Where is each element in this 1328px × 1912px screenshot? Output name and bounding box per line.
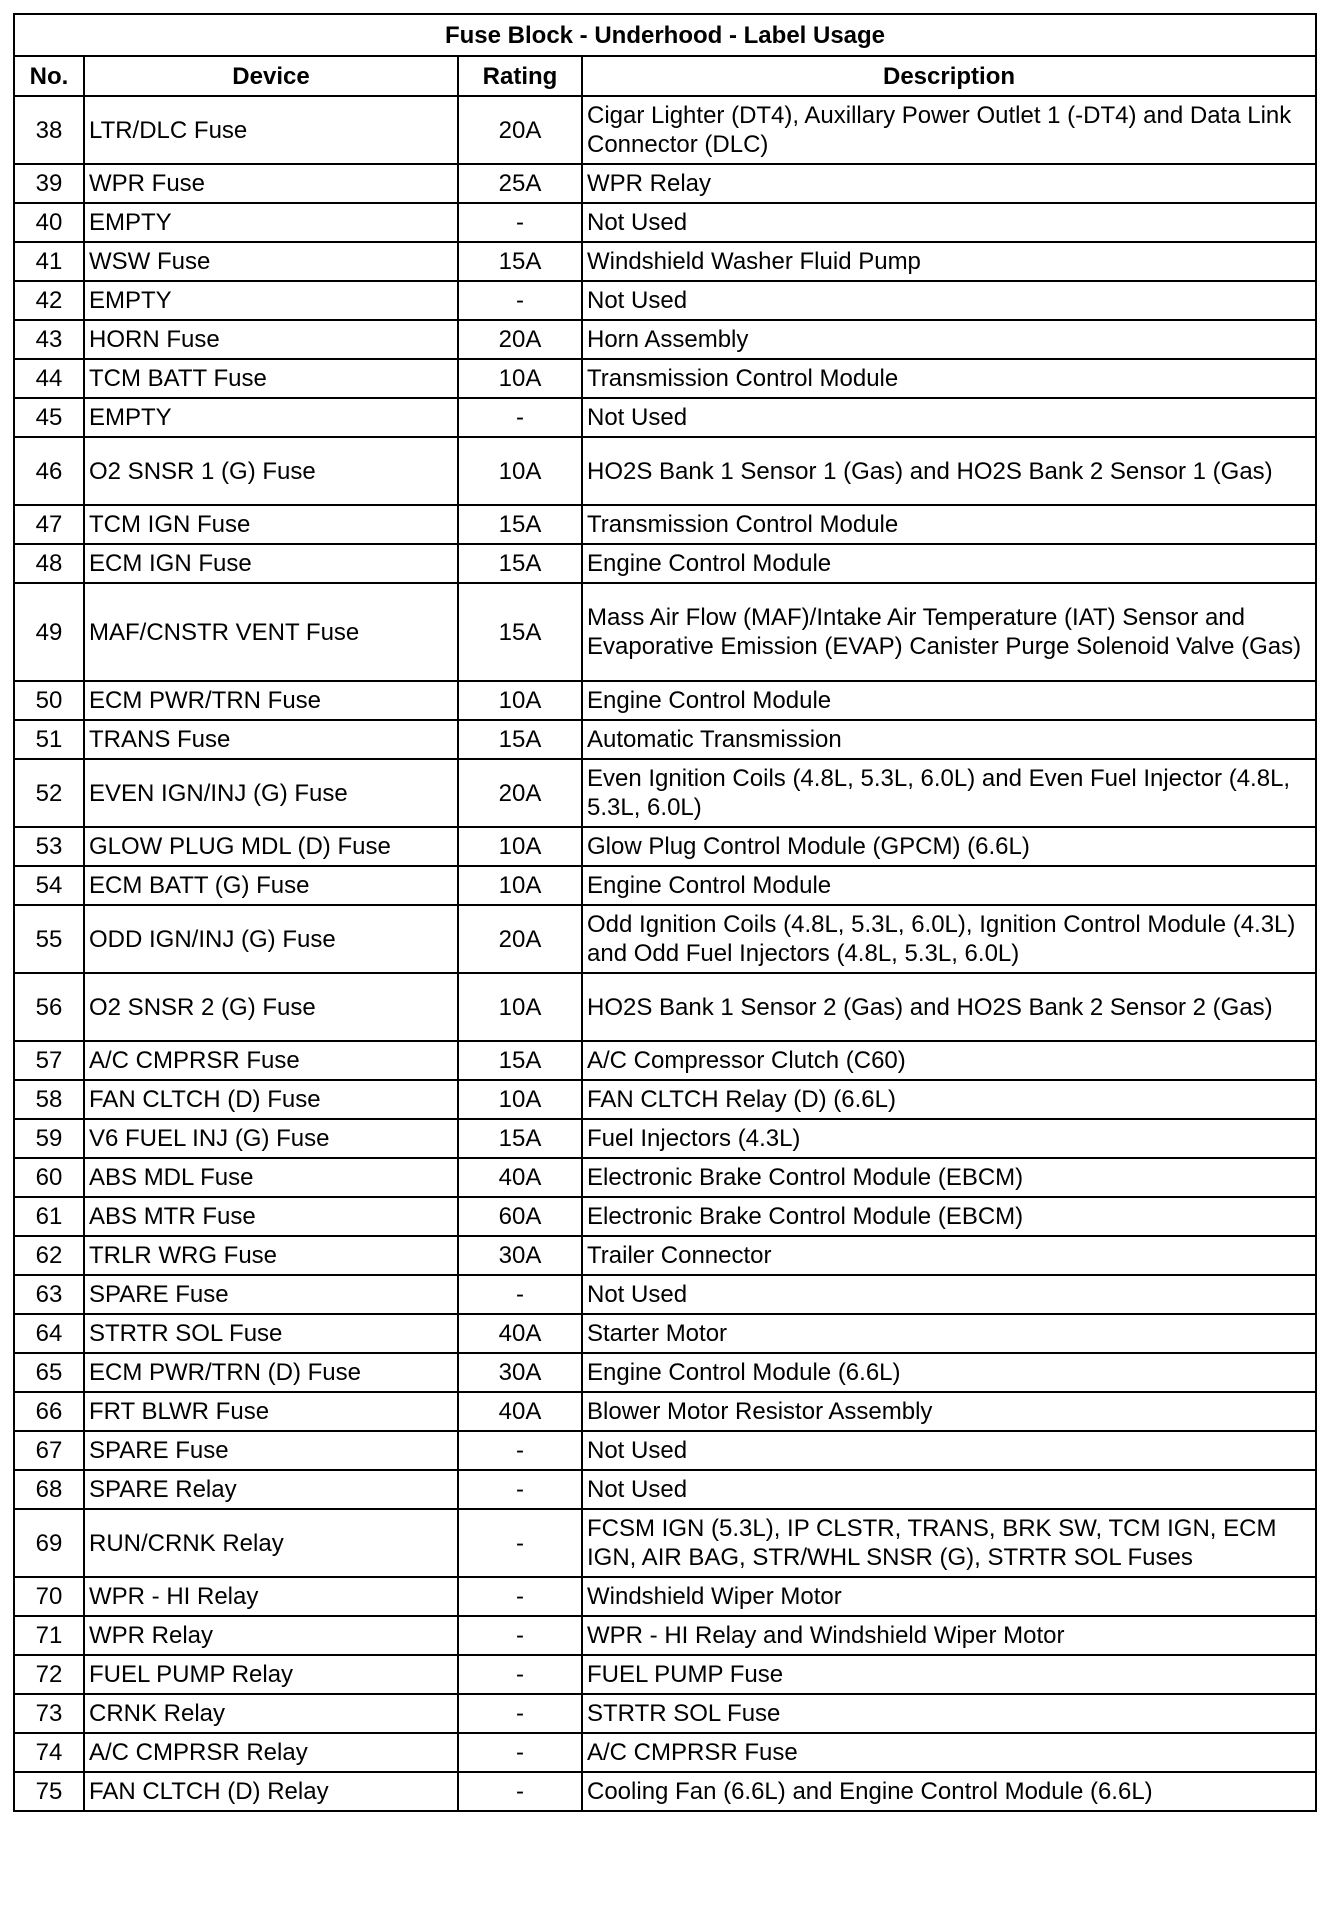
- header-device: Device: [84, 56, 458, 96]
- cell-rating: 30A: [458, 1353, 582, 1392]
- table-row: [14, 827, 1316, 866]
- cell-rating: 40A: [458, 1158, 582, 1197]
- table-row: [14, 583, 1316, 681]
- cell-no: 39: [14, 164, 84, 203]
- cell-rating: -: [458, 281, 582, 320]
- cell-rating: 25A: [458, 164, 582, 203]
- cell-rating: 20A: [458, 320, 582, 359]
- cell-device: ECM PWR/TRN Fuse: [84, 681, 458, 720]
- cell-description: Not Used: [582, 1470, 1316, 1509]
- cell-rating: 10A: [458, 827, 582, 866]
- table-row: [14, 1197, 1316, 1236]
- fuse-label-usage-table: [13, 13, 1317, 1812]
- cell-no: 69: [14, 1509, 84, 1577]
- cell-rating: 15A: [458, 1119, 582, 1158]
- cell-description: Engine Control Module (6.6L): [582, 1353, 1316, 1392]
- cell-description: Cooling Fan (6.6L) and Engine Control Module (6.6L): [582, 1772, 1316, 1811]
- cell-no: 38: [14, 96, 84, 164]
- cell-device: SPARE Relay: [84, 1470, 458, 1509]
- cell-rating: 15A: [458, 242, 582, 281]
- table-row: [14, 398, 1316, 437]
- cell-no: 67: [14, 1431, 84, 1470]
- cell-rating: -: [458, 1470, 582, 1509]
- table-row: [14, 1080, 1316, 1119]
- cell-rating: 15A: [458, 583, 582, 681]
- cell-description: Fuel Injectors (4.3L): [582, 1119, 1316, 1158]
- table-row: [14, 1392, 1316, 1431]
- cell-device: LTR/DLC Fuse: [84, 96, 458, 164]
- table-row: [14, 681, 1316, 720]
- cell-no: 42: [14, 281, 84, 320]
- cell-description: Even Ignition Coils (4.8L, 5.3L, 6.0L) and Even Fuel Injector (4.8L, 5.3L, 6.0L): [582, 759, 1316, 827]
- cell-description: Starter Motor: [582, 1314, 1316, 1353]
- cell-device: STRTR SOL Fuse: [84, 1314, 458, 1353]
- cell-no: 71: [14, 1616, 84, 1655]
- cell-no: 63: [14, 1275, 84, 1314]
- cell-device: FAN CLTCH (D) Fuse: [84, 1080, 458, 1119]
- cell-rating: 20A: [458, 905, 582, 973]
- table-row: [14, 759, 1316, 827]
- cell-device: A/C CMPRSR Relay: [84, 1733, 458, 1772]
- cell-device: EMPTY: [84, 398, 458, 437]
- table-row: [14, 164, 1316, 203]
- cell-rating: -: [458, 1431, 582, 1470]
- table-row: [14, 1275, 1316, 1314]
- cell-description: Odd Ignition Coils (4.8L, 5.3L, 6.0L), Ignition Control Module (4.3L) and Odd Fuel Injectors (4.8L, 5.3L, 6.0L): [582, 905, 1316, 973]
- table-row: [14, 1733, 1316, 1772]
- table-row: [14, 1236, 1316, 1275]
- table-row: [14, 720, 1316, 759]
- cell-device: TRANS Fuse: [84, 720, 458, 759]
- cell-device: HORN Fuse: [84, 320, 458, 359]
- table-row: [14, 242, 1316, 281]
- cell-description: Not Used: [582, 1275, 1316, 1314]
- cell-device: TCM IGN Fuse: [84, 505, 458, 544]
- cell-no: 58: [14, 1080, 84, 1119]
- cell-no: 73: [14, 1694, 84, 1733]
- cell-rating: -: [458, 203, 582, 242]
- cell-no: 52: [14, 759, 84, 827]
- cell-description: Engine Control Module: [582, 866, 1316, 905]
- cell-no: 43: [14, 320, 84, 359]
- cell-description: Automatic Transmission: [582, 720, 1316, 759]
- cell-rating: 20A: [458, 96, 582, 164]
- cell-no: 66: [14, 1392, 84, 1431]
- cell-no: 54: [14, 866, 84, 905]
- table-row: [14, 866, 1316, 905]
- cell-device: CRNK Relay: [84, 1694, 458, 1733]
- cell-no: 61: [14, 1197, 84, 1236]
- cell-description: Not Used: [582, 281, 1316, 320]
- cell-device: ABS MDL Fuse: [84, 1158, 458, 1197]
- cell-rating: 10A: [458, 681, 582, 720]
- cell-no: 62: [14, 1236, 84, 1275]
- cell-no: 44: [14, 359, 84, 398]
- cell-device: EVEN IGN/INJ (G) Fuse: [84, 759, 458, 827]
- cell-description: Cigar Lighter (DT4), Auxillary Power Outlet 1 (-DT4) and Data Link Connector (DLC): [582, 96, 1316, 164]
- cell-device: A/C CMPRSR Fuse: [84, 1041, 458, 1080]
- cell-rating: 10A: [458, 437, 582, 505]
- table-row: [14, 1694, 1316, 1733]
- cell-no: 47: [14, 505, 84, 544]
- cell-description: WPR Relay: [582, 164, 1316, 203]
- cell-rating: 15A: [458, 544, 582, 583]
- cell-no: 53: [14, 827, 84, 866]
- cell-description: FCSM IGN (5.3L), IP CLSTR, TRANS, BRK SW, TCM IGN, ECM IGN, AIR BAG, STR/WHL SNSR (G), STRTR SOL Fuses: [582, 1509, 1316, 1577]
- header-rating: Rating: [458, 56, 582, 96]
- cell-rating: 60A: [458, 1197, 582, 1236]
- cell-rating: 10A: [458, 973, 582, 1041]
- table-row: [14, 1431, 1316, 1470]
- cell-rating: -: [458, 1733, 582, 1772]
- header-description: Description: [582, 56, 1316, 96]
- cell-device: FRT BLWR Fuse: [84, 1392, 458, 1431]
- table-row: [14, 1158, 1316, 1197]
- cell-rating: 10A: [458, 359, 582, 398]
- header-no: No.: [14, 56, 84, 96]
- table-row: [14, 905, 1316, 973]
- cell-rating: -: [458, 1694, 582, 1733]
- cell-device: EMPTY: [84, 281, 458, 320]
- cell-rating: -: [458, 1655, 582, 1694]
- table-row: [14, 203, 1316, 242]
- cell-description: STRTR SOL Fuse: [582, 1694, 1316, 1733]
- cell-description: A/C CMPRSR Fuse: [582, 1733, 1316, 1772]
- cell-description: Windshield Wiper Motor: [582, 1577, 1316, 1616]
- cell-rating: 40A: [458, 1392, 582, 1431]
- cell-no: 41: [14, 242, 84, 281]
- cell-device: SPARE Fuse: [84, 1275, 458, 1314]
- cell-device: RUN/CRNK Relay: [84, 1509, 458, 1577]
- table-row: [14, 1353, 1316, 1392]
- table-row: [14, 281, 1316, 320]
- column-header-row: [14, 56, 1316, 96]
- cell-description: Blower Motor Resistor Assembly: [582, 1392, 1316, 1431]
- cell-device: TRLR WRG Fuse: [84, 1236, 458, 1275]
- cell-rating: 15A: [458, 505, 582, 544]
- cell-description: Trailer Connector: [582, 1236, 1316, 1275]
- cell-no: 46: [14, 437, 84, 505]
- cell-description: FUEL PUMP Fuse: [582, 1655, 1316, 1694]
- cell-device: ECM IGN Fuse: [84, 544, 458, 583]
- cell-description: Mass Air Flow (MAF)/Intake Air Temperature (IAT) Sensor and Evaporative Emission (EVAP) Canister Purge Solenoid Valve (Gas): [582, 583, 1316, 681]
- cell-description: WPR - HI Relay and Windshield Wiper Motor: [582, 1616, 1316, 1655]
- cell-device: SPARE Fuse: [84, 1431, 458, 1470]
- cell-rating: 15A: [458, 720, 582, 759]
- cell-rating: -: [458, 1275, 582, 1314]
- cell-description: Not Used: [582, 398, 1316, 437]
- table-body: [14, 96, 1316, 1811]
- cell-rating: -: [458, 1616, 582, 1655]
- cell-no: 56: [14, 973, 84, 1041]
- cell-device: TCM BATT Fuse: [84, 359, 458, 398]
- cell-description: Electronic Brake Control Module (EBCM): [582, 1158, 1316, 1197]
- cell-no: 50: [14, 681, 84, 720]
- table-row: [14, 437, 1316, 505]
- cell-description: Electronic Brake Control Module (EBCM): [582, 1197, 1316, 1236]
- cell-description: Engine Control Module: [582, 544, 1316, 583]
- cell-rating: 40A: [458, 1314, 582, 1353]
- cell-device: ECM PWR/TRN (D) Fuse: [84, 1353, 458, 1392]
- cell-no: 51: [14, 720, 84, 759]
- cell-device: WPR - HI Relay: [84, 1577, 458, 1616]
- cell-no: 68: [14, 1470, 84, 1509]
- cell-device: V6 FUEL INJ (G) Fuse: [84, 1119, 458, 1158]
- cell-rating: -: [458, 1509, 582, 1577]
- cell-no: 59: [14, 1119, 84, 1158]
- cell-device: O2 SNSR 1 (G) Fuse: [84, 437, 458, 505]
- cell-description: HO2S Bank 1 Sensor 2 (Gas) and HO2S Bank 2 Sensor 2 (Gas): [582, 973, 1316, 1041]
- table-row: [14, 1772, 1316, 1811]
- cell-no: 45: [14, 398, 84, 437]
- cell-device: MAF/CNSTR VENT Fuse: [84, 583, 458, 681]
- cell-no: 60: [14, 1158, 84, 1197]
- cell-rating: 15A: [458, 1041, 582, 1080]
- cell-no: 75: [14, 1772, 84, 1811]
- table-row: [14, 96, 1316, 164]
- cell-device: ABS MTR Fuse: [84, 1197, 458, 1236]
- cell-description: A/C Compressor Clutch (C60): [582, 1041, 1316, 1080]
- table-title: Fuse Block - Underhood - Label Usage: [14, 14, 1316, 56]
- cell-rating: 30A: [458, 1236, 582, 1275]
- cell-description: HO2S Bank 1 Sensor 1 (Gas) and HO2S Bank 2 Sensor 1 (Gas): [582, 437, 1316, 505]
- cell-description: Horn Assembly: [582, 320, 1316, 359]
- cell-device: WSW Fuse: [84, 242, 458, 281]
- cell-description: Engine Control Module: [582, 681, 1316, 720]
- cell-description: Not Used: [582, 203, 1316, 242]
- cell-no: 65: [14, 1353, 84, 1392]
- cell-no: 49: [14, 583, 84, 681]
- cell-device: FAN CLTCH (D) Relay: [84, 1772, 458, 1811]
- cell-device: FUEL PUMP Relay: [84, 1655, 458, 1694]
- table-row: [14, 544, 1316, 583]
- cell-device: EMPTY: [84, 203, 458, 242]
- cell-description: Windshield Washer Fluid Pump: [582, 242, 1316, 281]
- table-row: [14, 973, 1316, 1041]
- table-row: [14, 359, 1316, 398]
- cell-device: WPR Relay: [84, 1616, 458, 1655]
- table-row: [14, 1470, 1316, 1509]
- cell-no: 72: [14, 1655, 84, 1694]
- cell-rating: 10A: [458, 866, 582, 905]
- table-row: [14, 320, 1316, 359]
- cell-no: 64: [14, 1314, 84, 1353]
- cell-device: GLOW PLUG MDL (D) Fuse: [84, 827, 458, 866]
- cell-no: 74: [14, 1733, 84, 1772]
- cell-device: WPR Fuse: [84, 164, 458, 203]
- table-row: [14, 1041, 1316, 1080]
- cell-device: ODD IGN/INJ (G) Fuse: [84, 905, 458, 973]
- cell-description: FAN CLTCH Relay (D) (6.6L): [582, 1080, 1316, 1119]
- cell-rating: 10A: [458, 1080, 582, 1119]
- table-row: [14, 1655, 1316, 1694]
- cell-description: Transmission Control Module: [582, 359, 1316, 398]
- cell-rating: 20A: [458, 759, 582, 827]
- table-row: [14, 505, 1316, 544]
- cell-no: 48: [14, 544, 84, 583]
- table-row: [14, 1314, 1316, 1353]
- cell-no: 57: [14, 1041, 84, 1080]
- cell-description: Glow Plug Control Module (GPCM) (6.6L): [582, 827, 1316, 866]
- cell-rating: -: [458, 1772, 582, 1811]
- cell-rating: -: [458, 398, 582, 437]
- cell-description: Transmission Control Module: [582, 505, 1316, 544]
- table-row: [14, 1509, 1316, 1577]
- cell-rating: -: [458, 1577, 582, 1616]
- table-row: [14, 1616, 1316, 1655]
- cell-no: 55: [14, 905, 84, 973]
- cell-no: 70: [14, 1577, 84, 1616]
- cell-device: ECM BATT (G) Fuse: [84, 866, 458, 905]
- cell-description: Not Used: [582, 1431, 1316, 1470]
- table-row: [14, 1119, 1316, 1158]
- cell-device: O2 SNSR 2 (G) Fuse: [84, 973, 458, 1041]
- table-row: [14, 1577, 1316, 1616]
- cell-no: 40: [14, 203, 84, 242]
